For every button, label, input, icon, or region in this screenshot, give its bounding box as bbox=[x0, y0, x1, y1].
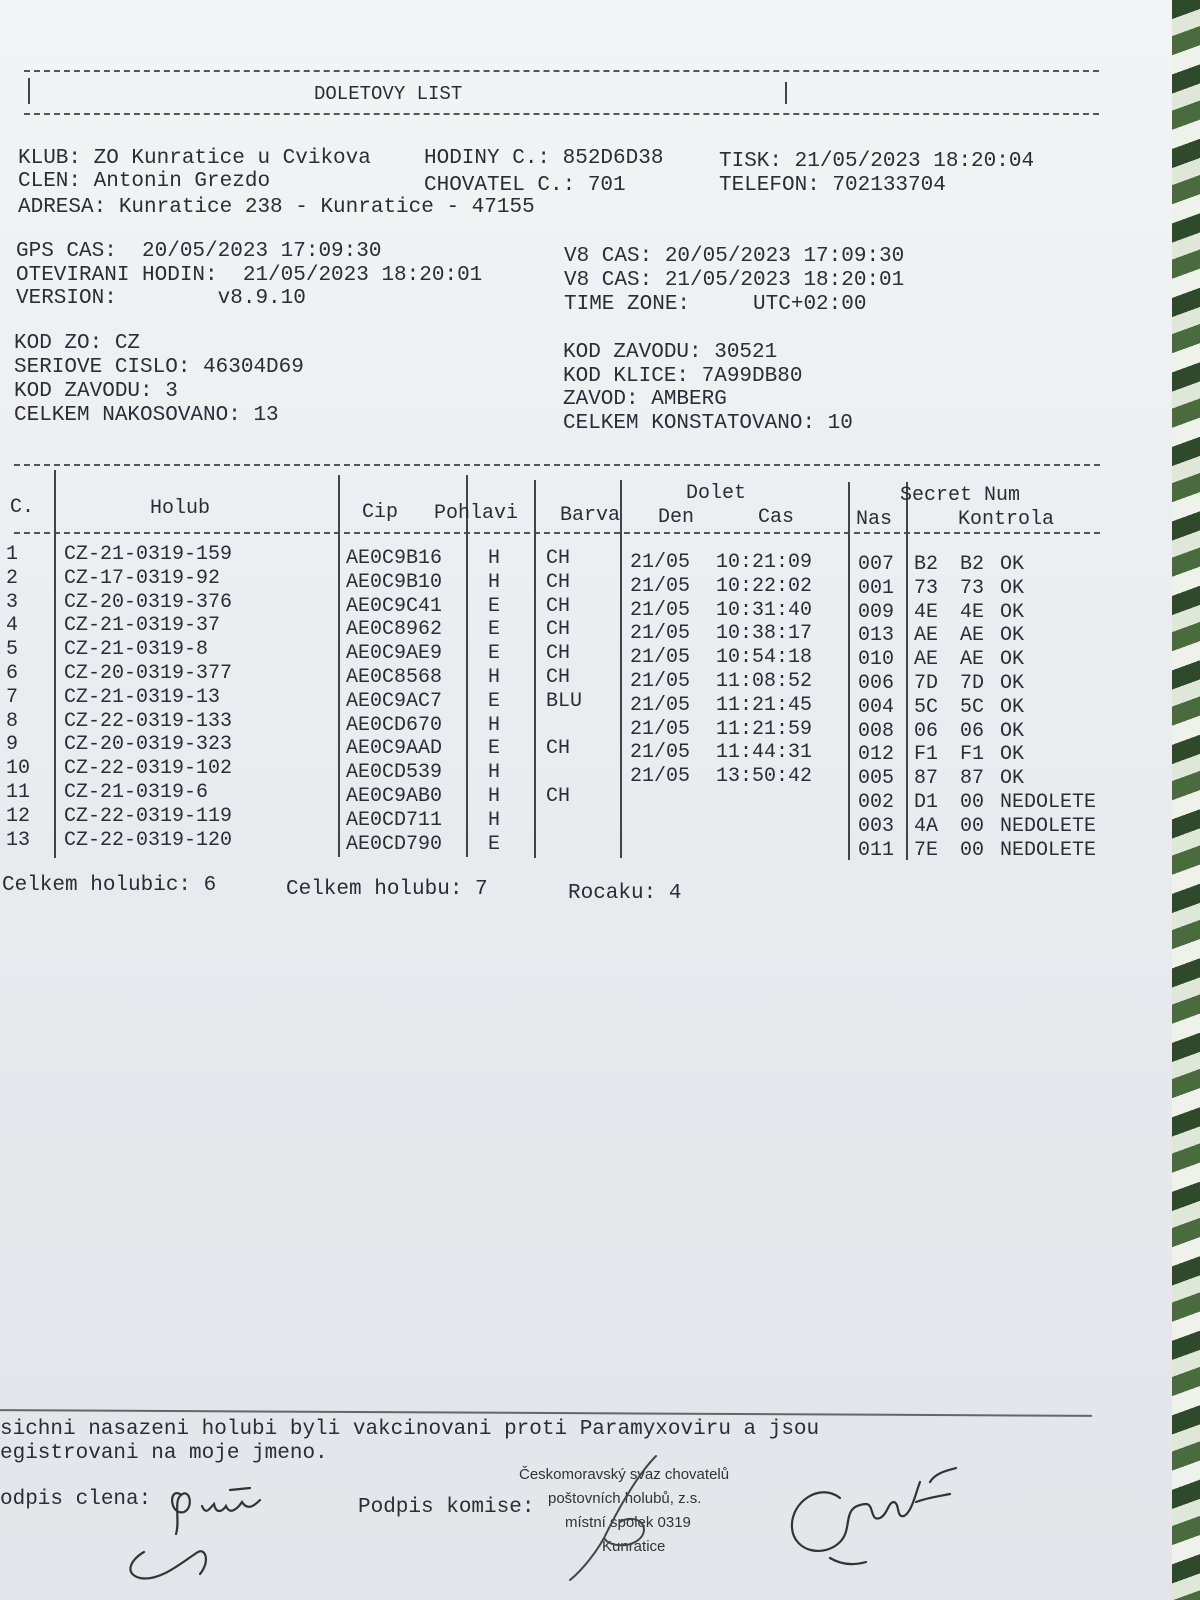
ring-number: CZ-21-0319-8 bbox=[64, 638, 209, 662]
kod-zo-text: KOD ZO: CZ bbox=[14, 332, 141, 355]
chip-id: AE0CD790 bbox=[346, 832, 443, 856]
control-status: OK bbox=[1000, 624, 1025, 648]
secret-check: 5C bbox=[960, 695, 985, 719]
row-number: 3 bbox=[6, 590, 19, 614]
ring-number: CZ-21-0319-6 bbox=[64, 781, 209, 804]
v8-cas-1-text: V8 CAS: 20/05/2023 17:09:30 bbox=[564, 245, 905, 268]
color: CH bbox=[546, 737, 571, 761]
chip-id: AE0CD670 bbox=[346, 713, 443, 737]
col-divider-cip bbox=[466, 475, 468, 857]
ring-number: CZ-21-0319-13 bbox=[64, 685, 221, 709]
secret-code: 7D bbox=[914, 672, 939, 695]
row-number: 2 bbox=[6, 566, 19, 590]
header-secret-num: Secret Num bbox=[900, 484, 1021, 507]
secret-check: 06 bbox=[960, 719, 985, 743]
control-status: OK bbox=[1000, 695, 1025, 719]
sex: E bbox=[488, 642, 501, 666]
sex: E bbox=[488, 618, 501, 642]
seriove-cislo-text: SERIOVE CISLO: 46304D69 bbox=[14, 356, 304, 379]
chip-id: AE0C9AC7 bbox=[346, 689, 443, 713]
control-status: NEDOLETE bbox=[1000, 838, 1097, 862]
sex: E bbox=[488, 689, 501, 713]
row-number: 12 bbox=[6, 804, 31, 828]
control-status: OK bbox=[1000, 672, 1025, 695]
secret-code: 06 bbox=[914, 719, 939, 743]
arrival-day: 21/05 bbox=[630, 598, 691, 622]
control-status: NEDOLETE bbox=[1000, 814, 1097, 838]
col-divider-nas bbox=[906, 482, 908, 860]
row-number: 9 bbox=[6, 733, 19, 757]
secret-code: 87 bbox=[914, 767, 939, 791]
gps-cas-text: GPS CAS: 20/05/2023 17:09:30 bbox=[16, 240, 382, 263]
time-zone-text: TIME ZONE: UTC+02:00 bbox=[564, 293, 867, 316]
chip-id: AE0C9AE9 bbox=[346, 642, 443, 666]
stamp-line-4: Kunratice bbox=[602, 1538, 666, 1555]
sex: H bbox=[488, 570, 501, 594]
chovatel-text: CHOVATEL C.: 701 bbox=[424, 174, 626, 197]
secret-check: AE bbox=[960, 624, 985, 648]
header-cip: Cip bbox=[362, 501, 399, 524]
kod-zavodu-left-text: KOD ZAVODU: 3 bbox=[14, 380, 178, 403]
arrival-day: 21/05 bbox=[630, 646, 691, 670]
sex: H bbox=[488, 785, 501, 808]
basket-number: 013 bbox=[858, 624, 895, 648]
sex: H bbox=[488, 666, 501, 689]
arrival-day: 21/05 bbox=[630, 574, 691, 598]
secret-code: AE bbox=[914, 624, 939, 648]
total-rocaku: Rocaku: 4 bbox=[568, 882, 682, 905]
color: CH bbox=[546, 594, 571, 618]
sex: H bbox=[488, 761, 501, 785]
header-den: Den bbox=[658, 506, 695, 529]
row-number: 5 bbox=[6, 638, 19, 662]
stamp-signature-stroke bbox=[560, 1452, 680, 1582]
col-divider-barva bbox=[620, 480, 622, 858]
row-number: 13 bbox=[6, 828, 31, 852]
sex: E bbox=[488, 832, 501, 856]
col-divider-c bbox=[54, 470, 56, 858]
chip-id: AE0C9AB0 bbox=[346, 785, 443, 808]
control-status: OK bbox=[1000, 553, 1025, 576]
title-border-top bbox=[24, 70, 1099, 72]
secret-check: 87 bbox=[960, 767, 985, 791]
header-holub: Holub bbox=[150, 497, 211, 520]
secret-check: 4E bbox=[960, 600, 985, 624]
version-text: VERSION: v8.9.10 bbox=[16, 287, 306, 310]
secret-code: 7E bbox=[914, 838, 939, 862]
table-header-divider bbox=[14, 532, 1100, 534]
header-dolet: Dolet bbox=[686, 482, 747, 505]
arrival-day: 21/05 bbox=[630, 765, 691, 789]
row-number: 7 bbox=[6, 685, 19, 709]
secret-code: 4E bbox=[914, 600, 939, 624]
basket-number: 012 bbox=[858, 743, 895, 767]
stamp-line-3: místní spolek 0319 bbox=[565, 1514, 691, 1531]
ring-number: CZ-20-0319-323 bbox=[64, 733, 233, 757]
stamp-line-1: Českomoravský svaz chovatelů bbox=[519, 1466, 730, 1483]
footer-rule bbox=[0, 1409, 1092, 1417]
chip-id: AE0C8962 bbox=[346, 618, 443, 642]
title-border-bottom bbox=[24, 113, 1099, 115]
header-cas: Cas bbox=[758, 506, 795, 529]
header-c: C. bbox=[10, 496, 35, 519]
color: CH bbox=[546, 666, 571, 689]
arrival-time: 10:38:17 bbox=[716, 622, 813, 646]
basket-number: 005 bbox=[858, 767, 895, 791]
arrival-time: 10:54:18 bbox=[716, 646, 813, 670]
col-divider-pohlavi bbox=[534, 480, 536, 858]
klub-text: KLUB: ZO Kunratice u Cvikova bbox=[18, 147, 371, 170]
ring-number: CZ-21-0319-37 bbox=[64, 614, 221, 638]
basket-number: 007 bbox=[858, 553, 895, 576]
nakosovano-text: CELKEM NAKOSOVANO: 13 bbox=[14, 404, 279, 427]
col-divider-dolet bbox=[848, 482, 850, 860]
member-signature bbox=[110, 1482, 280, 1592]
title-border-right bbox=[785, 82, 787, 104]
col-divider-holub bbox=[338, 475, 340, 857]
ring-number: CZ-20-0319-376 bbox=[64, 590, 233, 614]
secret-code: 73 bbox=[914, 576, 939, 600]
arrival-day: 21/05 bbox=[630, 693, 691, 717]
secret-check: 00 bbox=[960, 791, 985, 814]
secret-check: 00 bbox=[960, 838, 985, 862]
basket-number: 011 bbox=[858, 838, 895, 862]
secret-code: D1 bbox=[914, 791, 939, 814]
total-holubic: Celkem holubic: 6 bbox=[2, 874, 217, 897]
color: BLU bbox=[546, 689, 583, 713]
secret-code: F1 bbox=[914, 743, 939, 767]
chip-id: AE0C8568 bbox=[346, 666, 443, 689]
basket-number: 002 bbox=[858, 791, 895, 814]
secret-code: 4A bbox=[914, 814, 939, 838]
arrival-day: 21/05 bbox=[630, 741, 691, 765]
podpis-clena-label: odpis clena: bbox=[0, 1488, 152, 1511]
color: CH bbox=[546, 547, 571, 570]
arrival-day: 21/05 bbox=[630, 551, 691, 574]
color: CH bbox=[546, 642, 571, 666]
hodiny-text: HODINY C.: 852D6D38 bbox=[424, 147, 664, 170]
stamp-line-2: poštovních holubů, z.s. bbox=[548, 1490, 702, 1507]
chip-id: AE0C9B10 bbox=[346, 570, 443, 594]
sex: H bbox=[488, 808, 501, 832]
telefon-text: TELEFON: 702133704 bbox=[719, 174, 946, 197]
secret-check: B2 bbox=[960, 553, 985, 576]
vaccination-statement-line2: egistrovani na moje jmeno. bbox=[0, 1442, 328, 1465]
title-border-left bbox=[28, 78, 30, 104]
chip-id: AE0C9AAD bbox=[346, 737, 443, 761]
color: CH bbox=[546, 618, 571, 642]
color: CH bbox=[546, 785, 571, 808]
ring-number: CZ-17-0319-92 bbox=[64, 566, 221, 590]
row-number: 4 bbox=[6, 614, 19, 638]
ring-number: CZ-21-0319-159 bbox=[64, 543, 233, 566]
header-barva: Barva bbox=[560, 504, 621, 527]
kod-klice-text: KOD KLICE: 7A99DB80 bbox=[563, 365, 803, 388]
control-status: OK bbox=[1000, 600, 1025, 624]
v8-cas-2-text: V8 CAS: 21/05/2023 18:20:01 bbox=[564, 269, 905, 292]
control-status: OK bbox=[1000, 576, 1025, 600]
background-foliage bbox=[1172, 0, 1200, 1600]
ring-number: CZ-22-0319-102 bbox=[64, 757, 233, 781]
kod-zavodu-right-text: KOD ZAVODU: 30521 bbox=[563, 341, 778, 364]
arrival-time: 10:22:02 bbox=[716, 574, 813, 598]
chip-id: AE0CD711 bbox=[346, 808, 443, 832]
table-border-top bbox=[14, 464, 1100, 466]
zavod-text: ZAVOD: AMBERG bbox=[563, 388, 727, 411]
row-number: 1 bbox=[6, 543, 19, 566]
row-number: 6 bbox=[6, 662, 19, 685]
control-status: OK bbox=[1000, 743, 1025, 767]
sex: H bbox=[488, 547, 501, 570]
header-kontrola: Kontrola bbox=[958, 508, 1055, 531]
sex: E bbox=[488, 594, 501, 618]
header-nas: Nas bbox=[856, 508, 893, 531]
row-number: 10 bbox=[6, 757, 31, 781]
arrival-time: 10:21:09 bbox=[716, 551, 813, 574]
arrival-time: 10:31:40 bbox=[716, 598, 813, 622]
basket-number: 004 bbox=[858, 695, 895, 719]
vaccination-statement-line1: sichni nasazeni holubi byli vakcinovani proti Paramyxoviru a jsou bbox=[0, 1418, 820, 1441]
secret-check: F1 bbox=[960, 743, 985, 767]
chip-id: AE0C9C41 bbox=[346, 594, 443, 618]
secret-check: 73 bbox=[960, 576, 985, 600]
arrival-time: 13:50:42 bbox=[716, 765, 813, 789]
tisk-text: TISK: 21/05/2023 18:20:04 bbox=[719, 150, 1035, 173]
color: CH bbox=[546, 570, 571, 594]
ring-number: CZ-22-0319-120 bbox=[64, 828, 233, 852]
konstatovano-text: CELKEM KONSTATOVANO: 10 bbox=[563, 412, 853, 435]
arrival-time: 11:21:45 bbox=[716, 693, 813, 717]
header-pohlavi: Pohlavi bbox=[434, 502, 519, 525]
sex: H bbox=[488, 713, 501, 737]
basket-number: 001 bbox=[858, 576, 895, 600]
arrival-day: 21/05 bbox=[630, 670, 691, 693]
commission-signature bbox=[770, 1462, 990, 1572]
ring-number: CZ-22-0319-119 bbox=[64, 804, 233, 828]
adresa-text: ADRESA: Kunratice 238 - Kunratice - 47155 bbox=[18, 196, 535, 219]
sex: E bbox=[488, 737, 501, 761]
ring-number: CZ-22-0319-133 bbox=[64, 709, 233, 733]
basket-number: 006 bbox=[858, 672, 895, 695]
secret-code: 5C bbox=[914, 695, 939, 719]
total-holubu: Celkem holubu: 7 bbox=[286, 878, 488, 901]
row-number: 11 bbox=[6, 781, 31, 804]
secret-check: AE bbox=[960, 648, 985, 672]
control-status: OK bbox=[1000, 719, 1025, 743]
basket-number: 003 bbox=[858, 814, 895, 838]
basket-number: 009 bbox=[858, 600, 895, 624]
secret-code: B2 bbox=[914, 553, 939, 576]
control-status: OK bbox=[1000, 648, 1025, 672]
basket-number: 010 bbox=[858, 648, 895, 672]
arrival-time: 11:44:31 bbox=[716, 741, 813, 765]
arrival-day: 21/05 bbox=[630, 622, 691, 646]
clen-text: CLEN: Antonin Grezdo bbox=[18, 170, 271, 193]
secret-check: 7D bbox=[960, 672, 985, 695]
control-status: OK bbox=[1000, 767, 1025, 791]
arrival-day: 21/05 bbox=[630, 717, 691, 741]
arrival-time: 11:08:52 bbox=[716, 670, 813, 693]
secret-check: 00 bbox=[960, 814, 985, 838]
otevirani-text: OTEVIRANI HODIN: 21/05/2023 18:20:01 bbox=[16, 264, 483, 287]
podpis-komise-label: Podpis komise: bbox=[358, 1496, 535, 1519]
page-title: DOLETOVY LIST bbox=[314, 83, 463, 105]
row-number: 8 bbox=[6, 709, 19, 733]
control-status: NEDOLETE bbox=[1000, 791, 1097, 814]
chip-id: AE0C9B16 bbox=[346, 547, 443, 570]
ring-number: CZ-20-0319-377 bbox=[64, 662, 233, 685]
secret-code: AE bbox=[914, 648, 939, 672]
arrival-time: 11:21:59 bbox=[716, 717, 813, 741]
basket-number: 008 bbox=[858, 719, 895, 743]
chip-id: AE0CD539 bbox=[346, 761, 443, 785]
